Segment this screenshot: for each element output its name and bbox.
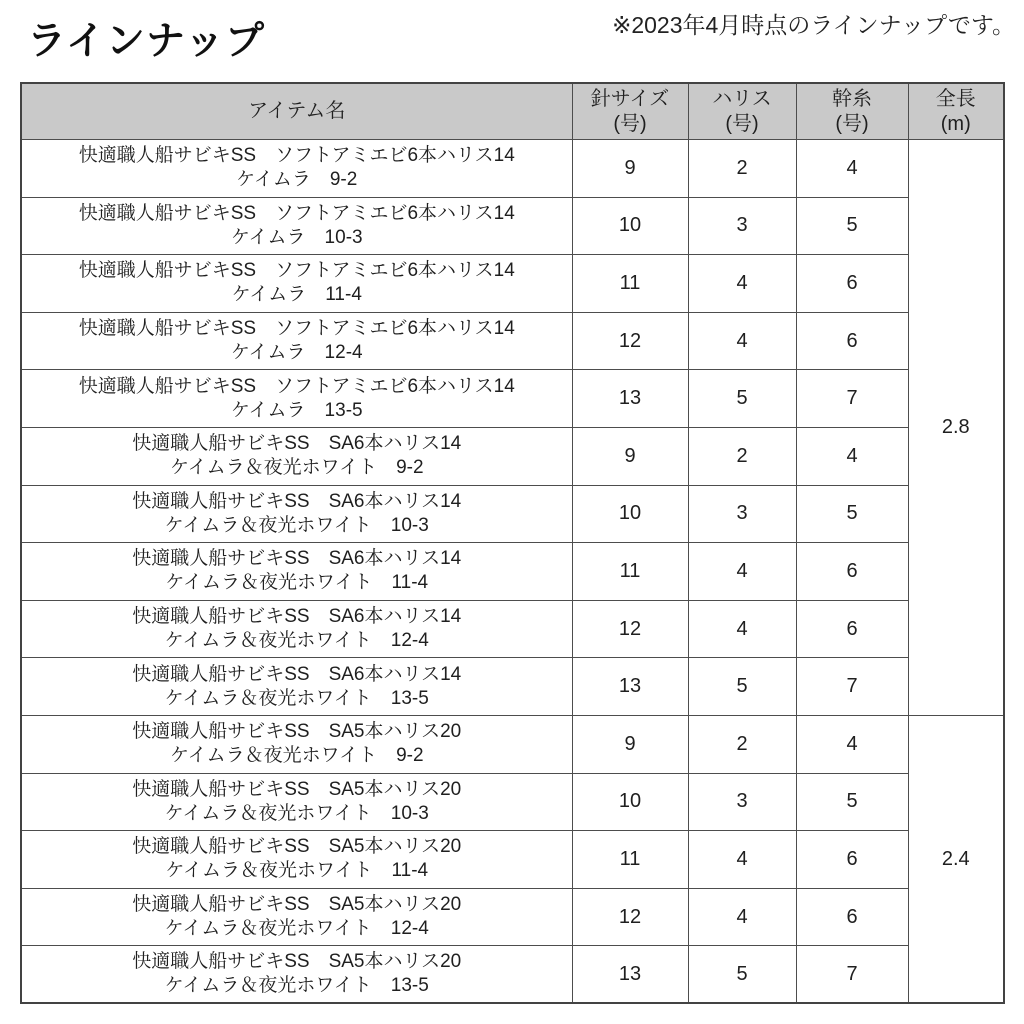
harisu-cell: 4 [688,312,796,370]
item-name-cell [21,140,572,198]
column-header-item-name-label: アイテム名 [248,100,346,122]
item-name-line2: ケイムラ＆夜光ホワイト 9-2 [169,745,424,767]
item-name-line2: ケイムラ＆夜光ホワイト 11-4 [165,572,429,594]
table-row [21,197,1004,255]
item-name-line1: 快適職人船サビキSS SA6本ハリス14 [132,606,462,628]
item-name-line1: 快適職人船サビキSS SA5本ハリス20 [132,951,462,973]
mikiito-cell: 6 [796,888,908,946]
hook-size-cell: 13 [572,370,688,428]
item-name-line2: ケイムラ＆夜光ホワイト 10-3 [164,514,429,536]
item-name-line2: ケイムラ 13-5 [230,399,363,421]
column-header-mikiito-line2: (号) [835,112,869,135]
hook-size-cell: 12 [572,888,688,946]
item-name-cell [21,427,572,485]
item-name-line2: ケイムラ＆夜光ホワイト 11-4 [165,860,429,882]
hook-size-cell: 10 [572,485,688,543]
item-name-line1: 快適職人船サビキSS SA5本ハリス20 [132,721,462,743]
item-name-cell [21,888,572,946]
item-name-line1: 快適職人船サビキSS SA6本ハリス14 [132,433,462,455]
column-header-harisu-line2: (号) [725,112,759,135]
mikiito-cell: 6 [796,312,908,370]
hook-size-cell: 13 [572,946,688,1004]
table-row [21,543,1004,601]
mikiito-cell: 5 [796,197,908,255]
mikiito-cell: 6 [796,543,908,601]
item-name-cell [21,773,572,831]
table-row [21,888,1004,946]
table-row [21,370,1004,428]
item-name-cell [21,312,572,370]
item-name-line1: 快適職人船サビキSS SA6本ハリス14 [132,663,462,685]
hook-size-cell: 11 [572,543,688,601]
item-name-line2: ケイムラ＆夜光ホワイト 9-2 [169,457,424,479]
table-row [21,773,1004,831]
item-name-line1: 快適職人船サビキSS SA6本ハリス14 [132,490,462,512]
hook-size-cell: 10 [572,197,688,255]
harisu-cell: 4 [688,255,796,313]
hook-size-cell: 9 [572,140,688,198]
item-name-line1: 快適職人船サビキSS SA5本ハリス20 [132,894,462,916]
harisu-cell: 2 [688,140,796,198]
harisu-cell: 3 [688,773,796,831]
harisu-cell: 3 [688,197,796,255]
lineup-table [20,82,1005,1004]
mikiito-cell: 4 [796,715,908,773]
as-of-date-note: ※2023年4月時点のラインナップです。 [612,12,1015,38]
hook-size-cell: 13 [572,658,688,716]
column-header-mikiito-line1: 幹糸 [832,87,872,110]
item-name-line2: ケイムラ＆夜光ホワイト 13-5 [164,975,429,997]
hook-size-cell: 11 [572,255,688,313]
mikiito-cell: 7 [796,658,908,716]
harisu-cell: 5 [688,658,796,716]
column-header-hook-size-line1: 針サイズ [590,87,670,110]
item-name-line2: ケイムラ 10-3 [230,226,363,248]
column-header-hook-size [572,83,688,140]
mikiito-cell: 7 [796,946,908,1004]
harisu-cell: 4 [688,831,796,889]
item-name-line1: 快適職人船サビキSS SA6本ハリス14 [132,548,462,570]
table-row [21,427,1004,485]
mikiito-cell: 5 [796,773,908,831]
item-name-line1: 快適職人船サビキSS ソフトアミエビ6本ハリス14 [78,375,515,397]
table-row [21,255,1004,313]
mikiito-cell: 6 [796,255,908,313]
item-name-line1: 快適職人船サビキSS SA5本ハリス20 [132,778,462,800]
item-name-line1: 快適職人船サビキSS ソフトアミエビ6本ハリス14 [78,202,515,224]
table-row [21,485,1004,543]
item-name-cell [21,543,572,601]
hook-size-cell: 9 [572,715,688,773]
item-name-line2: ケイムラ＆夜光ホワイト 12-4 [164,918,429,940]
item-name-cell [21,485,572,543]
mikiito-cell: 6 [796,831,908,889]
total-length-cell-group2: 2.4 [908,715,1004,1003]
hook-size-cell: 11 [572,831,688,889]
table-row [21,946,1004,1004]
item-name-line2: ケイムラ＆夜光ホワイト 13-5 [164,687,429,709]
mikiito-cell: 6 [796,600,908,658]
item-name-line1: 快適職人船サビキSS ソフトアミエビ6本ハリス14 [78,318,515,340]
item-name-cell [21,715,572,773]
harisu-cell: 5 [688,946,796,1004]
item-name-line2: ケイムラ 12-4 [230,342,363,364]
hook-size-cell: 9 [572,427,688,485]
mikiito-cell: 5 [796,485,908,543]
item-name-line1: 快適職人船サビキSS SA5本ハリス20 [132,836,462,858]
hook-size-cell: 12 [572,600,688,658]
item-name-line1: 快適職人船サビキSS ソフトアミエビ6本ハリス14 [78,145,515,167]
item-name-cell [21,658,572,716]
item-name-line2: ケイムラ＆夜光ホワイト 12-4 [164,630,429,652]
item-name-line2: ケイムラ 9-2 [236,169,358,191]
page-title: ラインナップ [27,20,266,63]
harisu-cell: 3 [688,485,796,543]
item-name-cell [21,946,572,1004]
item-name-line1: 快適職人船サビキSS ソフトアミエビ6本ハリス14 [78,260,515,282]
mikiito-cell: 4 [796,427,908,485]
column-header-harisu-line1: ハリス [712,87,772,110]
table-row [21,600,1004,658]
table-row [21,312,1004,370]
mikiito-cell: 7 [796,370,908,428]
harisu-cell: 4 [688,600,796,658]
table-row [21,715,1004,773]
total-length-cell-group1: 2.8 [908,140,1004,716]
mikiito-cell: 4 [796,140,908,198]
column-header-total-length [908,83,1004,140]
table-row [21,140,1004,198]
item-name-line2: ケイムラ 11-4 [231,284,362,306]
harisu-cell: 4 [688,543,796,601]
table-row [21,658,1004,716]
header-row [21,83,1004,140]
table-row [21,831,1004,889]
item-name-cell [21,197,572,255]
column-header-mikiito [796,83,908,140]
hook-size-cell: 12 [572,312,688,370]
column-header-item-name [21,83,572,140]
column-header-total-length-line1: 全長 [935,87,976,110]
item-name-cell [21,600,572,658]
column-header-harisu [688,83,796,140]
harisu-cell: 4 [688,888,796,946]
item-name-cell [21,831,572,889]
harisu-cell: 5 [688,370,796,428]
hook-size-cell: 10 [572,773,688,831]
item-name-line2: ケイムラ＆夜光ホワイト 10-3 [164,802,429,824]
harisu-cell: 2 [688,427,796,485]
column-header-hook-size-line2: (号) [613,112,647,135]
item-name-cell [21,255,572,313]
item-name-cell [21,370,572,428]
harisu-cell: 2 [688,715,796,773]
column-header-total-length-line2: (m) [940,112,971,135]
